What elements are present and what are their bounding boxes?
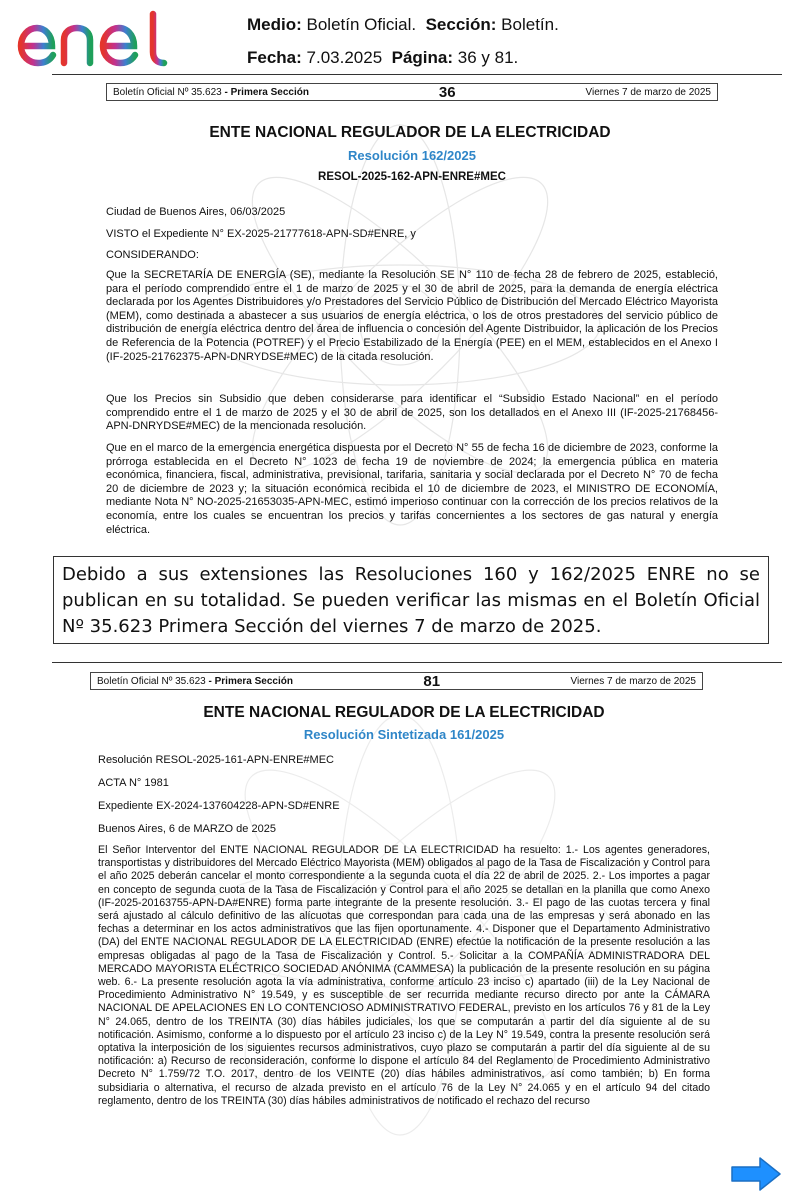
seccion-value: Boletín. <box>501 15 559 34</box>
pagina-value: 36 y 81. <box>457 48 519 67</box>
notice-box: Debido a sus extensiones las Resoluciones 160 y 162/2025 ENRE no se publican en su totalidad. Se pueden verificar las mismas en el Boletín Oficial Nº 35.623 Primera Sección del viernes 7 de marzo de 2025. <box>53 556 769 644</box>
page36-page-number: 36 <box>438 83 456 101</box>
page81-line-resolution: Resolución RESOL-2025-161-APN-ENRE#MEC <box>98 754 334 766</box>
clipping-metadata <box>247 8 559 74</box>
page36-visto: VISTO el Expediente N° EX-2025-21777618-APN-SD#ENRE, y <box>106 228 416 240</box>
page81-body: El Señor Interventor del ENTE NACIONAL REGULADOR DE LA ELECTRICIDAD ha resuelto: 1.- Los agentes generadores, transportistas y distribuidores del Mercado Eléctrico Mayorista (MEM) obligados al pago de la Tasa de Fiscalización y Control para el año 2025 deberán cancelar el monto correspondiente a la segunda cuota el día 22 de abril de 2025. 2.- Los importes a pagar en concepto de segunda cuota de la Tasa de Fiscalización y Control para el año 2025 se detallan en la planilla que como Anexo (IF-2025-20163755-APN-DA#ENRE) forma parte integrante de la presente resolución. 3.- El pago de las cuotas tercera y final será ajustado al cálculo definitivo de las alícuotas que correspondan para cada una de las empresas y será abonado en las fechas a determinar en los actos administrativos que las fijen oportunamente. 4.- Disponer que el Departamento Administrativo (DA) del ENTE NACIONAL REGULADOR DE LA ELECTRICIDAD (ENRE) efectúe la notificación de la presente resolución a las empresas obligadas al pago de la Tasa de Fiscalización y Control. 5.- Solicitar a la COMPAÑÍA ADMINISTRADORA DEL MERCADO MAYORISTA ELÉCTRICO SOCIEDAD ANÓNIMA (CAMMESA) la publicación de la presente resolución en su página web. 6.- La presente resolución agota la vía administrativa, conforme artículo 23 inciso c) apartado (iii) de la Ley Nacional de Procedimiento Administrativo N° 19.549, y es susceptible de ser recurrida mediante recurso directo por ante la CÁMARA NACIONAL DE APELACIONES EN LO CONTENCIOSO ADMINISTRATIVO FEDERAL, previsto en los artículos 76 y 81 de la Ley N° 24.065, dentro de los TREINTA (30) días hábiles judiciales, los que se computarán a partir del día siguiente al de su notificación. Asimismo, conforme a lo dispuesto por el artículo 23 inciso c) de la Ley N° 19.549, contra la presente resolución será optativa la interposición de los siguientes recursos administrativos, cuyo plazo se computarán a partir del día siguiente al de su notificación: a) Recurso de reconsideración, conforme lo dispone el artículo 84 del Reglamento de Procedimiento Administrativo Decreto N° 1.759/72 T.O. 2017, dentro de los VEINTE (20) días hábiles administrativos, así como también; b) En forma subsidiaria o alternativa, el recurso de alzada previsto en el artículo 76 de la Ley N° 24.065 y en el artículo 94 del citado reglamento, dentro de los TREINTA (30) días hábiles administrativos de notificado el rechazo del recurso <box>98 844 710 1107</box>
page81-line-expediente: Expediente EX-2024-137604228-APN-SD#ENRE <box>98 800 340 812</box>
page36-paragraph-3: Que en el marco de la emergencia energética dispuesta por el Decreto N° 55 de fecha 16 de diciembre de 2023, conforme la prórroga establecida en el Decreto N° 1023 de fecha 19 de noviembre de 2024; la emergencia pública en materia económica, financiera, fiscal, administrativa, previsional, tarifaria, sanitaria y social declarada por el Decreto N° 70 de fecha 20 de diciembre de 2023 y; la situación económica recibida el 10 de diciembre de 2023, el MINISTRO DE ECONOMÍA, mediante Nota N° NO-2025-21653035-APN-MEC, estimó imperioso continuar con la corrección de los precios relativos de la economía, entre los cuales se encuentran los precios y tarifas concernientes a los sectores de gas natural y energía eléctrica. <box>106 442 718 536</box>
page81-line-acta: ACTA N° 1981 <box>98 777 169 789</box>
pagina-label: Página: <box>391 48 454 67</box>
page36-paragraph-1: Que la SECRETARÍA DE ENERGÍA (SE), mediante la Resolución SE N° 110 de fecha 28 de febrero de 2025, estableció, para el período comprendido entre el 1 de marzo de 2025 y el 30 de abril de 2025, para la demanda de energía eléctrica declarada por los Agentes Distribuidores y/o Prestadores del Servicio Público de Distribución del Mercado Eléctrico Mayorista (MEM), como destinada a abastecer a sus usuarios de energía eléctrica, o los de otros prestadores del servicio público de distribución de energía eléctrica dentro del área de influencia o concesión del Agente Distribuidor, la aplicación de los Precios de Referencia de la Potencia (POTREF) y el Precio Estabilizado de la Energía (PEE) en el MEM, establecidos en el Anexo I (IF-2025-21762375-APN-DNRYDSE#MEC) de la citada resolución. <box>106 269 719 363</box>
page36-header-date: Viernes 7 de marzo de 2025 <box>585 86 711 98</box>
enel-logo <box>16 8 176 70</box>
page81-page-number: 81 <box>423 672 441 690</box>
page36-entity-title: ENTE NACIONAL REGULADOR DE LA ELECTRICIDAD <box>209 124 611 141</box>
fecha-value: 7.03.2025 <box>306 48 383 67</box>
seccion-label: Sección: <box>425 15 497 34</box>
page81-header-bar <box>90 672 703 690</box>
page36-considerando: CONSIDERANDO: <box>106 249 199 261</box>
medio-label: Medio: <box>247 15 302 34</box>
page81-header-date: Viernes 7 de marzo de 2025 <box>570 675 696 687</box>
middle-divider <box>52 662 782 663</box>
top-divider <box>52 74 782 75</box>
page36-resolution-code: RESOL-2025-162-APN-ENRE#MEC <box>318 171 506 183</box>
page36-header-bar <box>106 83 718 101</box>
fecha-label: Fecha: <box>247 48 302 67</box>
meta-row-2 <box>247 41 559 74</box>
meta-row-1 <box>247 8 559 41</box>
page81-entity-title: ENTE NACIONAL REGULADOR DE LA ELECTRICIDAD <box>203 704 605 721</box>
page36-paragraph-2: Que los Precios sin Subsidio que deben considerarse para identificar el “Subsidio Estado Nacional” en el período comprendido entre el 1 de marzo de 2025 y el 30 de abril de 2025, son los detallados en el Anexo III (IF-2025-21768456-APN-DNRYDSE#MEC) de la mencionada resolución. <box>106 393 718 433</box>
page36-header-left: Boletín Oficial Nº 35.623 - Primera Sección <box>113 86 309 98</box>
page81-line-date: Buenos Aires, 6 de MARZO de 2025 <box>98 823 276 835</box>
page36-place-date: Ciudad de Buenos Aires, 06/03/2025 <box>106 206 286 218</box>
medio-value: Boletín Oficial. <box>306 15 417 34</box>
page81-header-left: Boletín Oficial Nº 35.623 - Primera Sección <box>97 675 293 687</box>
page81-resolution-title: Resolución Sintetizada 161/2025 <box>303 727 505 742</box>
next-arrow-icon[interactable] <box>730 1156 782 1192</box>
page36-resolution-title: Resolución 162/2025 <box>348 148 476 163</box>
